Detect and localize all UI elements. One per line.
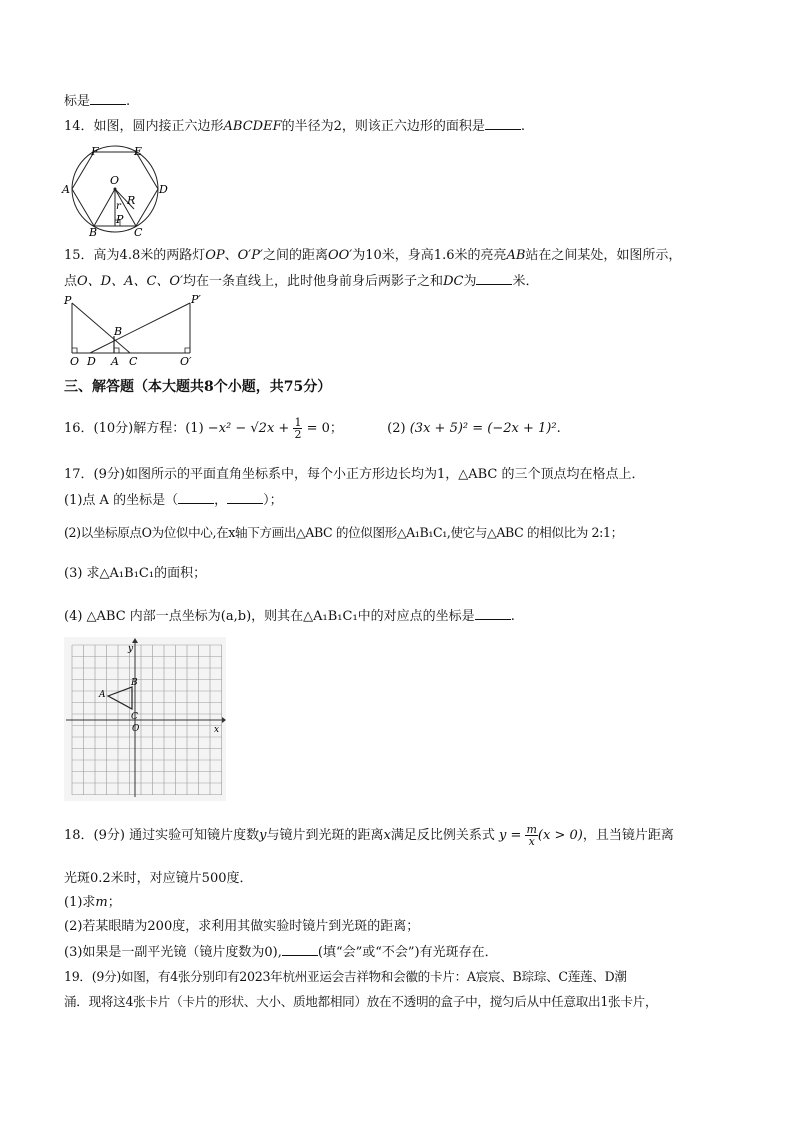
question-17-part2: (2)以坐标原点O为位似中心,在x轴下方画出△ABC 的位似图形△A₁B₁C₁,使它与△ABC 的相似比为 2:1； [64, 525, 623, 540]
coordinate-grid-figure [64, 637, 226, 801]
label-B: B [131, 678, 138, 688]
question-17-part1: (1)点 A 的坐标是（ ， ）； [64, 493, 283, 508]
fraction-m-over-x: $\frac{m}{x}$ [526, 823, 537, 848]
answer-blank[interactable] [227, 491, 263, 504]
label-P-prime: P′ [191, 293, 201, 306]
label-B: B [114, 325, 123, 338]
label-P: P [64, 294, 72, 307]
label-y: y [128, 644, 134, 654]
question-18-part1: (1)求m； [64, 895, 121, 910]
question-17-part3: (3) 求△A₁B₁C₁的面积； [64, 566, 207, 581]
question-19-line1: 19．(9分)如图，有4张分别印有2023年杭州亚运会吉祥物和会徽的卡片：A宸宸、B琮琮、C莲莲、D潮 [64, 969, 627, 984]
answer-blank[interactable] [90, 92, 126, 105]
label-R: R [127, 194, 136, 207]
question-15-line1: 15．高为4.8米的两路灯OP、O′P′之间的距离OO′为10米，身高1.6米的亮亮AB站在之间某处，如图所示， [64, 248, 682, 263]
question-17-part4: (4) △ABC 内部一点坐标为(a,b)，则其在△A₁B₁C₁中的对应点的坐标是 . [64, 609, 515, 624]
label-D: D [159, 183, 168, 196]
question-19-line2: 涌．现将这4张卡片（卡片的形状、大小、质地都相同）放在不透明的盒子中，搅匀后从中任意取出1张卡片， [64, 994, 658, 1009]
fraction-one-half: $\frac{1}{2}$ [294, 416, 302, 441]
label-A: A [99, 690, 106, 700]
question-18-line2: 光斑0.2米时，对应镜片500度． [64, 871, 253, 886]
question-18-part3: (3)如果是一副平光镜（镜片度数为0), (填“会”或“不会”)有光斑存在． [64, 945, 498, 960]
answer-blank[interactable] [178, 491, 214, 504]
label-A: A [111, 355, 119, 368]
label-A: A [62, 183, 70, 196]
hexagon-figure [62, 143, 172, 239]
section-heading: 三、解答题（本大题共8个小题，共75分） [64, 379, 332, 395]
question-18: 18．(9分) 通过实验可知镜片度数y与镜片到光斑的距离x满足反比例关系式 y = $\frac{m}{x}$ (x > 0)，且当镜片距离 [64, 823, 674, 848]
answer-blank[interactable] [476, 272, 512, 285]
label-E: E [134, 145, 143, 158]
label-F: F [91, 145, 99, 158]
answer-blank[interactable] [282, 943, 318, 956]
label-O-prime: O′ [180, 355, 192, 368]
label-x: x [214, 725, 220, 735]
question-16: 16．(10分)解方程：(1) −x² − √2x + $\frac{1}{2}$ = 0； (2) (3x + 5)² = (−2x + 1)². [64, 416, 561, 441]
label-P: P [116, 213, 124, 226]
question-15-line2: 点O、D、A、C、O′均在一条直线上，此时他身前身后两影子之和DC为 米． [64, 274, 539, 289]
label-O: O [70, 355, 80, 368]
answer-blank[interactable] [485, 117, 521, 130]
question-14: 14．如图，圆内接正六边形ABCDEF的半径为2，则该正六边形的面积是 . [64, 119, 526, 134]
answer-blank[interactable] [475, 607, 511, 620]
label-C: C [134, 226, 143, 239]
carryover-line: 标是 . [64, 94, 131, 109]
question-17: 17．(9分)如图所示的平面直角坐标系中，每个小正方形边长均为1，△ABC 的三个顶点均在格点上． [64, 467, 645, 482]
label-C: C [129, 355, 138, 368]
label-B: B [89, 226, 98, 239]
streetlight-figure [62, 293, 202, 371]
label-r: r [116, 201, 121, 212]
label-D: D [87, 355, 96, 368]
question-18-part2: (2)若某眼睛为200度，求利用其做实验时镜片到光斑的距离； [64, 919, 420, 934]
label-C: C [131, 712, 138, 722]
label-O: O [110, 174, 120, 187]
label-O: O [132, 724, 140, 734]
